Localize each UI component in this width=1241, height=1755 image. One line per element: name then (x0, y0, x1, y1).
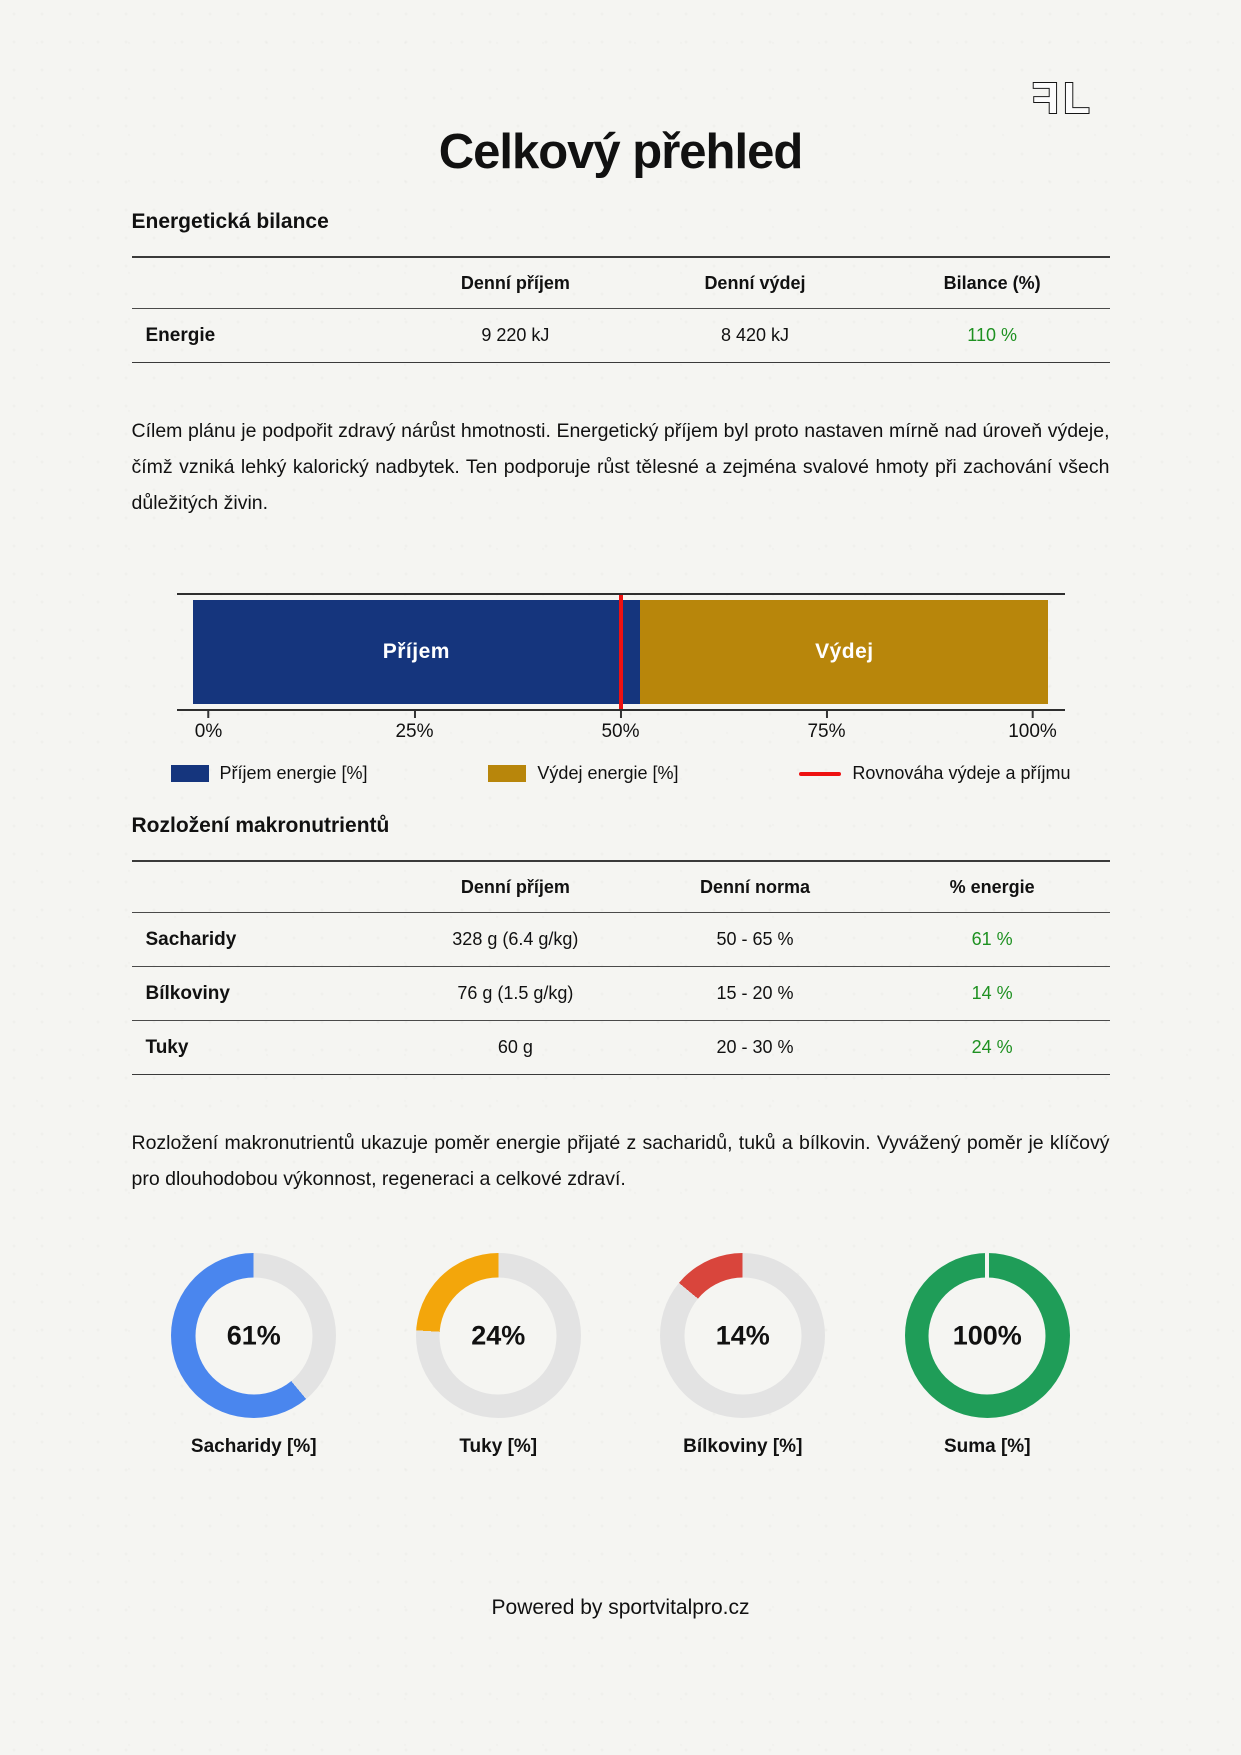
logo-l-icon (1061, 70, 1091, 120)
energy-header-daily-expenditure: Denní výdej (704, 272, 806, 293)
donut-label-sum: Suma [%] (943, 1436, 1031, 1457)
donut-label-carbs: Sacharidy [%] (190, 1436, 317, 1457)
macro-label: Sacharidy (145, 928, 237, 950)
page-title: Celkový přehled (438, 125, 803, 179)
macronutrient-table (132, 860, 1110, 1075)
donut-notch (985, 1252, 989, 1279)
macro-energy-pct: 14 % (971, 983, 1013, 1003)
donut-ring-fats (416, 1253, 581, 1418)
tick-mark (826, 711, 828, 718)
macro-row-proteins (132, 966, 1110, 1020)
macro-header-pct-energy: % energie (949, 876, 1035, 897)
macro-energy-pct: 61 % (971, 929, 1013, 949)
macro-norm: 15 - 20 % (716, 983, 794, 1003)
donut-hole (440, 1277, 557, 1394)
donut-hole (195, 1277, 312, 1394)
legend-label-intake: Příjem energie [%] (219, 763, 368, 783)
donut-value-carbs: 61% (226, 1320, 281, 1350)
bar-label-expenditure: Výdej (815, 640, 874, 663)
energy-balance-chart (171, 593, 1071, 784)
donut-label-proteins: Bílkoviny [%] (683, 1436, 803, 1457)
macro-intake: 328 g (6.4 g/kg) (452, 929, 579, 949)
legend-label-expenditure: Výdej energie [%] (537, 763, 679, 783)
tick-mark (620, 711, 622, 718)
stacked-bar (193, 600, 1049, 704)
tick-label: 100% (1008, 721, 1057, 742)
section-heading-macronutrients: Rozložení makronutrientů (131, 814, 390, 837)
tick-label: 0% (194, 721, 223, 742)
legend-swatch-balance-line (799, 772, 841, 776)
axis-tick-0 (195, 711, 222, 743)
energy-header-daily-intake: Denní příjem (460, 272, 570, 293)
energy-header-balance: Bilance (%) (943, 272, 1041, 293)
macronutrient-paragraph: Rozložení makronutrientů ukazuje poměr energie přijaté z sacharidů, tuků a bílkovin. Vyvážený poměr je klíčový pro dlouhodobou výkonnost, regeneraci a celkové zdraví. (131, 1132, 1110, 1190)
chart-legend (171, 763, 1071, 784)
bar-label-intake: Příjem (382, 640, 450, 663)
footer-credit: Powered by sportvitalpro.cz (491, 1596, 750, 1619)
donut-hole (929, 1277, 1046, 1394)
legend-item-expenditure (488, 763, 678, 784)
legend-swatch-expenditure (488, 765, 526, 782)
donut-label-fats: Tuky [%] (459, 1436, 538, 1457)
macro-label: Bílkoviny (145, 982, 230, 1004)
balance-reference-line (619, 595, 623, 709)
logo-mirrored-f-icon (1029, 70, 1061, 125)
energy-table-header-row (132, 258, 1110, 308)
energy-table-row (132, 308, 1110, 362)
axis-tick-25 (395, 711, 433, 743)
energy-balance-table (132, 256, 1110, 363)
tick-mark (208, 711, 210, 718)
donut-value-sum: 100% (952, 1320, 1022, 1350)
energy-row-label: Energie (145, 324, 216, 346)
tick-label: 25% (395, 721, 434, 742)
legend-label-balance-line: Rovnováha výdeje a příjmu (852, 763, 1071, 783)
macro-header-daily-intake: Denní příjem (460, 876, 570, 897)
tick-mark (414, 711, 416, 718)
energy-expenditure-value: 8 420 kJ (720, 325, 789, 345)
chart-x-axis (194, 711, 1057, 755)
macro-energy-pct: 24 % (971, 1037, 1013, 1057)
bar-segment-expenditure (640, 600, 1048, 704)
report-content (132, 210, 1110, 1458)
macro-label: Tuky (145, 1036, 189, 1058)
donut-ring-carbs (171, 1253, 336, 1418)
legend-item-intake (171, 763, 368, 784)
macro-donut-charts (132, 1253, 1110, 1458)
donut-ring-sum (905, 1253, 1070, 1418)
macro-intake: 60 g (497, 1037, 533, 1057)
legend-item-balance-line (799, 763, 1070, 784)
macro-norm: 20 - 30 % (716, 1037, 794, 1057)
donut-ring-proteins (660, 1253, 825, 1418)
svg-text:L: L (1063, 74, 1090, 120)
donut-chart-carbs (132, 1253, 377, 1458)
donut-chart-proteins (621, 1253, 866, 1458)
energy-intake-value: 9 220 kJ (481, 325, 550, 345)
energy-balance-value: 110 % (967, 325, 1017, 345)
axis-tick-50 (601, 711, 639, 743)
svg-text:F: F (1032, 74, 1059, 120)
tick-label: 75% (807, 721, 846, 742)
donut-chart-sum (865, 1253, 1110, 1458)
bar-segment-intake (193, 600, 641, 704)
macro-intake: 76 g (1.5 g/kg) (457, 983, 574, 1003)
axis-tick-100 (1008, 711, 1057, 743)
brand-logo (1029, 70, 1091, 125)
section-heading-energy-balance: Energetická bilance (131, 210, 329, 233)
macro-table-header-row (132, 862, 1110, 912)
energy-balance-paragraph: Cílem plánu je podpořit zdravý nárůst hmotnosti. Energetický příjem byl proto nastaven mírně nad úroveň výdeje, čímž vzniká lehký kalorický nadbytek. Ten podporuje růst tělesné a zejména svalové hmoty při zachování všech důležitých živin. (131, 420, 1110, 514)
legend-swatch-intake (171, 765, 209, 782)
donut-value-proteins: 14% (715, 1320, 770, 1350)
macro-row-fats (132, 1020, 1110, 1074)
tick-label: 50% (601, 721, 640, 742)
donut-chart-fats (376, 1253, 621, 1458)
macro-norm: 50 - 65 % (716, 929, 794, 949)
tick-mark (1031, 711, 1033, 718)
donut-value-fats: 24% (471, 1320, 526, 1350)
macro-header-daily-norm: Denní norma (699, 876, 810, 897)
axis-tick-75 (807, 711, 845, 743)
chart-plot-area (177, 593, 1065, 711)
macro-row-carbs (132, 912, 1110, 966)
donut-hole (684, 1277, 801, 1394)
